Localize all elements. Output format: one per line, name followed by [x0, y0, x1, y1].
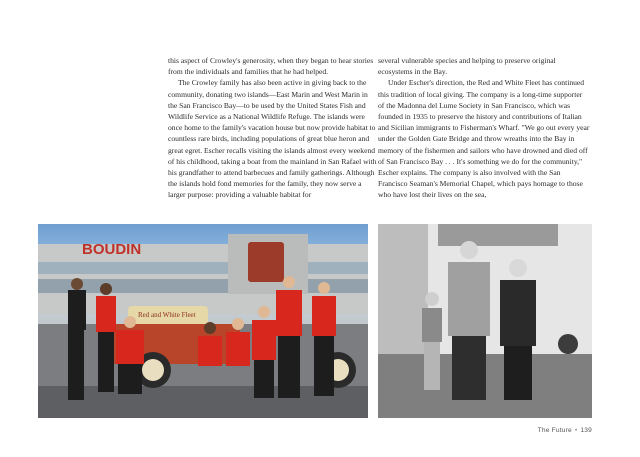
footer-section: The Future: [537, 427, 572, 434]
paragraph: several vulnerable species and helping to preserve original ecosystems in the Bay.: [378, 56, 556, 77]
page-number: 139: [580, 427, 592, 434]
left-text-column: [168, 55, 378, 201]
crew-photo: [38, 224, 368, 418]
car-lettering: Red and White Fleet: [138, 311, 196, 319]
right-text-column: [378, 55, 590, 201]
paragraph: Under Escher's direction, the Red and White Fleet has continued this tradition of local giving. The company is a long-time supporter of the Madonna del Lume Society in San Francisco, which was founded in 1935 to preserve the history and contributions of Italian and Sicilian immigrants to Fisherman's Wharf. "We go out every year under the Golden Gate Bridge and throw wreaths into the Bay in memory of the fishermen and sailors who have drowned and died off of San Francisco Bay . . . It's something we do for the community," Escher explains. The company is also involved with the San Francisco Seaman's Memorial Chapel, which pays homage to those who have lost their lives on the sea,: [378, 78, 590, 200]
paragraph: The Crowley family has also been active in giving back to the community, donating two islands—East Marin and West Marin in the San Francisco Bay—to be used by the United States Fish and Wildlife Service as a National Wildlife Refuge. The islands were once home to the family's vacation house but now provide habitat to countless rare birds, including populations of great blue heron and great egret. Escher recalls visiting the islands almost every weekend of his childhood, taking a boat from the mainland in San Rafael with his grandfather to attend barbecues and family gatherings. Although the islands hold fond memories for the family, they now serve a larger purpose: providing a valuable habitat for: [168, 78, 377, 200]
bullet-separator: •: [574, 427, 578, 434]
paragraph: this aspect of Crowley's generosity, when they began to hear stories from the individuals and families that he had helped.: [168, 56, 374, 77]
page-footer: [538, 427, 592, 434]
deck-photo-illustration: [378, 224, 592, 418]
bakery-sign: BOUDIN: [82, 241, 142, 258]
deck-photo: [378, 224, 592, 418]
crest-sign: [248, 242, 284, 282]
crew-photo-illustration: [38, 224, 368, 418]
